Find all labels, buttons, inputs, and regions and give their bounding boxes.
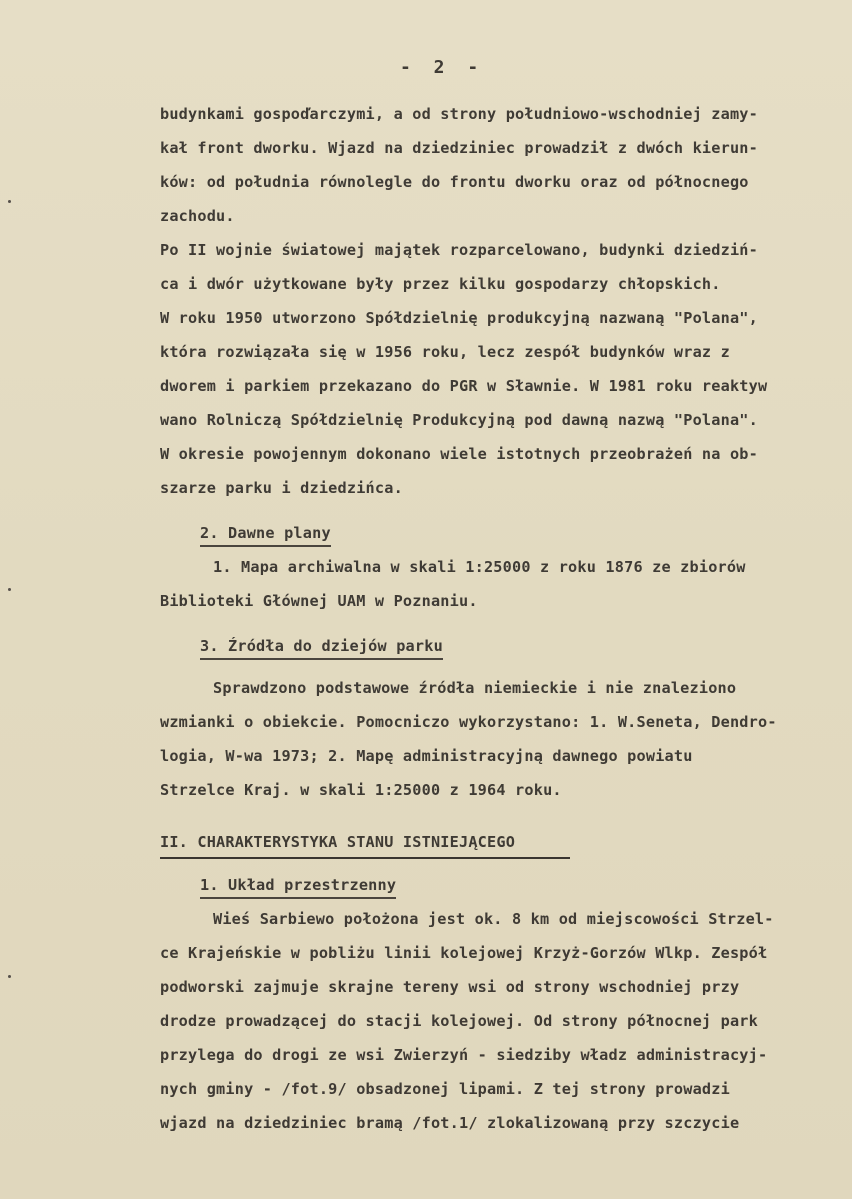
punch-mark xyxy=(8,588,11,591)
text-line: przylega do drogi ze wsi Zwierzyń - siedziby władz administracyj- xyxy=(160,1046,768,1064)
text-line: Po II wojnie światowej majątek rozparcelowano, budynki dziedziń- xyxy=(160,241,758,259)
text-line: podworski zajmuje skrajne tereny wsi od strony wschodniej przy xyxy=(160,978,740,996)
text-line: wjazd na dziedziniec bramą /fot.1/ zlokalizowaną przy szczycie xyxy=(160,1114,740,1132)
text-line: kał front dworku. Wjazd na dziedziniec prowadził z dwóch kierun- xyxy=(160,139,758,157)
page-number: - 2 - xyxy=(400,57,485,78)
text-line: 1. Mapa archiwalna w skali 1:25000 z roku 1876 ze zbiorów xyxy=(213,558,746,576)
text-line: Biblioteki Głównej UAM w Poznaniu. xyxy=(160,592,478,610)
text-line: wano Rolniczą Spółdzielnię Produkcyjną pod dawną nazwą "Polana". xyxy=(160,411,758,429)
text-line: zachodu. xyxy=(160,207,235,225)
text-line: ków: od południa równolegle do frontu dworku oraz od północnego xyxy=(160,173,749,191)
text-line: budynkami gospoďarczymi, a od strony południowo-wschodniej zamy- xyxy=(160,105,758,123)
text-line: W roku 1950 utworzono Spółdzielnię produkcyjną nazwaną "Polana", xyxy=(160,309,758,327)
text-line: logia, W-wa 1973; 2. Mapę administracyjną dawnego powiatu xyxy=(160,747,693,765)
text-line: Strzelce Kraj. w skali 1:25000 z 1964 roku. xyxy=(160,781,562,799)
text-line: W okresie powojennym dokonano wiele istotnych przeobrażeń na ob- xyxy=(160,445,758,463)
text-line: ca i dwór użytkowane były przez kilku gospodarzy chłopskich. xyxy=(160,275,721,293)
section-heading: 2. Dawne plany xyxy=(200,523,331,547)
text-line: Sprawdzono podstawowe źródła niemieckie i nie znaleziono xyxy=(213,679,737,697)
text-line: wzmianki o obiekcie. Pomocniczo wykorzystano: 1. W.Seneta, Dendro- xyxy=(160,713,777,731)
text-line: która rozwiązała się w 1956 roku, lecz zespół budynków wraz z xyxy=(160,343,730,361)
text-line: nych gminy - /fot.9/ obsadzonej lipami. Z tej strony prowadzi xyxy=(160,1080,730,1098)
punch-mark xyxy=(8,200,11,203)
chapter-heading: II. CHARAKTERYSTYKA STANU ISTNIEJĄCEGO xyxy=(160,833,516,851)
text-line: dworem i parkiem przekazano do PGR w Sławnie. W 1981 roku reaktyw xyxy=(160,377,768,395)
text-line: Wieś Sarbiewo położona jest ok. 8 km od miejscowości Strzel- xyxy=(213,910,774,928)
text-line: szarze parku i dziedzińca. xyxy=(160,479,403,497)
text-line: drodze prowadzącej do stacji kolejowej. Od strony północnej park xyxy=(160,1012,758,1030)
section-heading: 1. Układ przestrzenny xyxy=(200,875,396,899)
section-heading: 3. Źródła do dziejów parku xyxy=(200,636,443,660)
punch-mark xyxy=(8,975,11,978)
text-line: ce Krajeńskie w pobliżu linii kolejowej Krzyż-Gorzów Wlkp. Zespół xyxy=(160,944,768,962)
heading-rule xyxy=(160,857,570,859)
